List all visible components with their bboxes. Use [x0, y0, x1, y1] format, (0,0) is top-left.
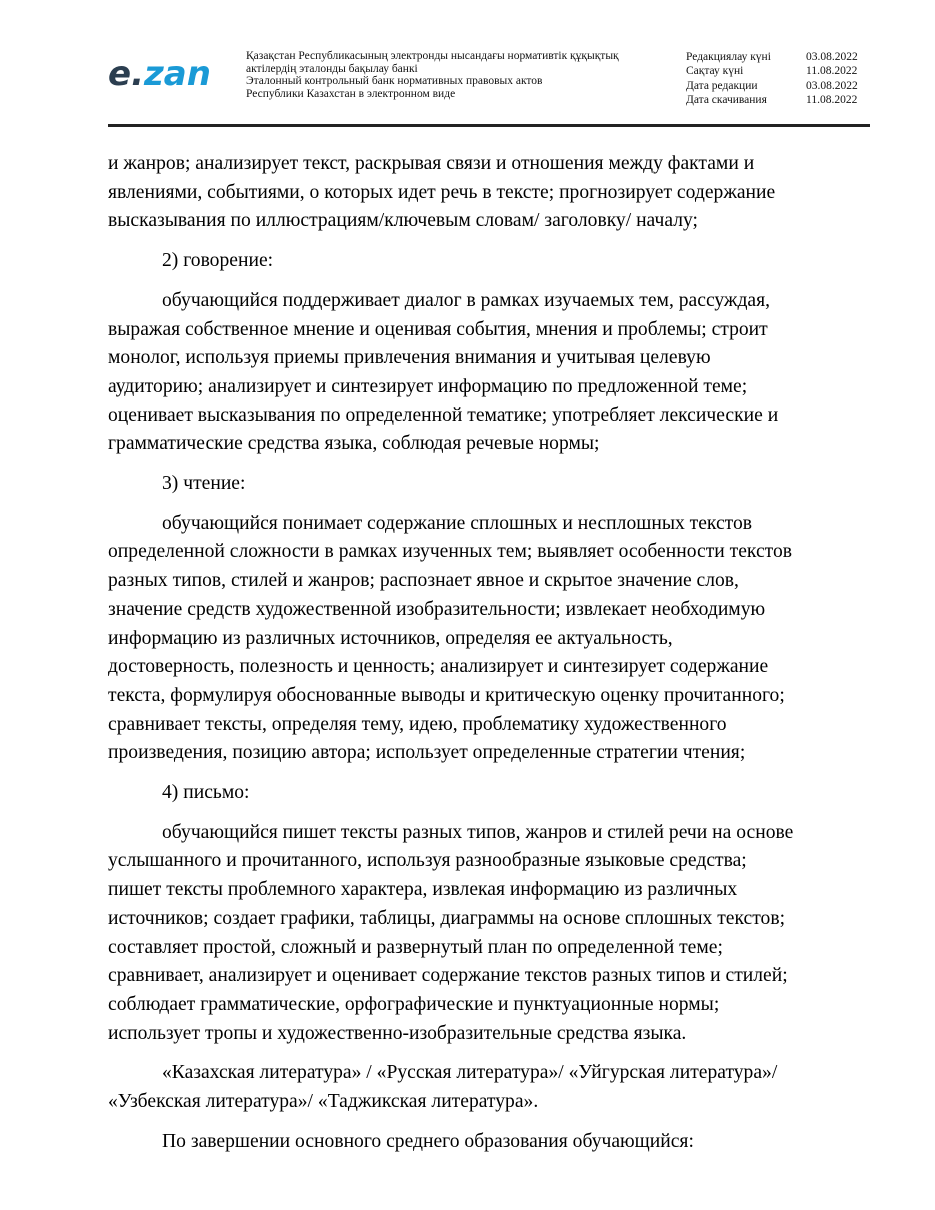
text-line: источников; создает графики, таблицы, диаграммы на основе сплошных текстов;	[108, 907, 786, 929]
bank-line: Қазақстан Республикасының электронды нысандағы нормативтік құқықтық	[246, 50, 619, 62]
logo-e: e	[108, 54, 132, 94]
paragraph-speaking	[108, 287, 870, 459]
text-line: определенной сложности в рамках изученных тем; выявляет особенности текстов	[108, 541, 792, 563]
date-value: 11.08.2022	[806, 65, 858, 78]
date-value: 03.08.2022	[806, 79, 858, 92]
paragraph-completion: По завершении основного среднего образования обучающийся:	[162, 1130, 694, 1152]
ezan-logo[interactable]	[108, 54, 211, 94]
header-divider	[108, 124, 870, 127]
bank-line: актілердің эталонды бақылау банкі	[246, 62, 418, 75]
text-line: аудиторию; анализирует и синтезирует информацию по предложенной теме;	[108, 375, 748, 397]
text-line: составляет простой, сложный и развернутый план по определенной теме;	[108, 936, 723, 958]
text-line: пишет тексты проблемного характера, извлекая информацию из различных	[108, 879, 738, 901]
document-body	[108, 150, 870, 1168]
text-line: обучающийся понимает содержание сплошных и несплошных текстов	[162, 512, 753, 534]
bank-description	[246, 50, 666, 100]
date-row-edit-kz	[686, 50, 866, 64]
document-dates	[686, 50, 866, 107]
text-line: оценивает высказывания по определенной тематике; употребляет лексические и	[108, 404, 779, 426]
paragraph-literature-subjects	[108, 1059, 870, 1116]
date-label: Дата редакции	[686, 79, 758, 92]
date-label: Дата скачивания	[686, 93, 767, 106]
text-line: использует тропы и художественно-изобразительные средства языка.	[108, 1022, 687, 1044]
section-heading-reading: 3) чтение:	[162, 473, 246, 495]
date-row-save-kz	[686, 64, 866, 78]
text-line: сравнивает тексты, определяя тему, идею, проблематику художественного	[108, 713, 727, 735]
logo-zan: zan	[143, 54, 211, 94]
section-heading-writing: 4) письмо:	[162, 782, 250, 804]
paragraph-reading	[108, 510, 870, 768]
text-line: услышанного и прочитанного, используя разнообразные языковые средства;	[108, 850, 747, 872]
paragraph-writing	[108, 819, 870, 1049]
date-row-download-ru	[686, 93, 866, 107]
date-row-edit-ru	[686, 79, 866, 93]
text-line: «Узбекская литература»/ «Таджикская литература».	[108, 1091, 539, 1113]
text-line: выражая собственное мнение и оценивая события, мнения и проблемы; строит	[108, 318, 768, 340]
text-line: соблюдает грамматические, орфографические и пунктуационные нормы;	[108, 993, 720, 1015]
text-line: «Казахская литература» / «Русская литература»/ «Уйгурская литература»/	[162, 1062, 778, 1084]
bank-line: Эталонный контрольный банк нормативных правовых актов	[246, 75, 543, 87]
document-header	[108, 46, 870, 126]
text-line: разных типов, стилей и жанров; распознает явное и скрытое значение слов,	[108, 570, 739, 592]
text-line: произведения, позицию автора; использует определенные стратегии чтения;	[108, 742, 746, 764]
text-line: высказывания по иллюстрациям/ключевым словам/ заголовку/ началу;	[108, 210, 698, 232]
logo-dot: .	[131, 54, 144, 94]
date-value: 03.08.2022	[806, 51, 858, 63]
text-line: грамматические средства языка, соблюдая речевые нормы;	[108, 433, 600, 455]
text-line: монолог, используя приемы привлечения внимания и учитывая целевую	[108, 347, 711, 369]
text-line: обучающийся пишет тексты разных типов, жанров и стилей речи на основе	[162, 821, 794, 843]
date-label: Сақтау күні	[686, 65, 744, 78]
paragraph-continuation	[108, 150, 870, 236]
section-heading-speaking: 2) говорение:	[162, 250, 274, 272]
text-line: сравнивает, анализирует и оценивает содержание текстов разных типов и стилей;	[108, 965, 788, 987]
date-value: 11.08.2022	[806, 93, 858, 106]
text-line: обучающийся поддерживает диалог в рамках изучаемых тем, рассуждая,	[162, 289, 771, 311]
text-line: явлениями, событиями, о которых идет речь в тексте; прогнозирует содержание	[108, 181, 776, 203]
text-line: значение средств художественной изобразительности; извлекает необходимую	[108, 598, 766, 620]
text-line: и жанров; анализирует текст, раскрывая связи и отношения между фактами и	[108, 153, 755, 174]
bank-line: Республики Казахстан в электронном виде	[246, 87, 456, 100]
text-line: информацию из различных источников, определяя ее актуальность,	[108, 627, 673, 649]
text-line: достоверность, полезность и ценность; анализирует и синтезирует содержание	[108, 656, 769, 678]
date-label: Редакциялау күні	[686, 51, 771, 63]
text-line: текста, формулируя обоснованные выводы и критическую оценку прочитанного;	[108, 684, 785, 706]
